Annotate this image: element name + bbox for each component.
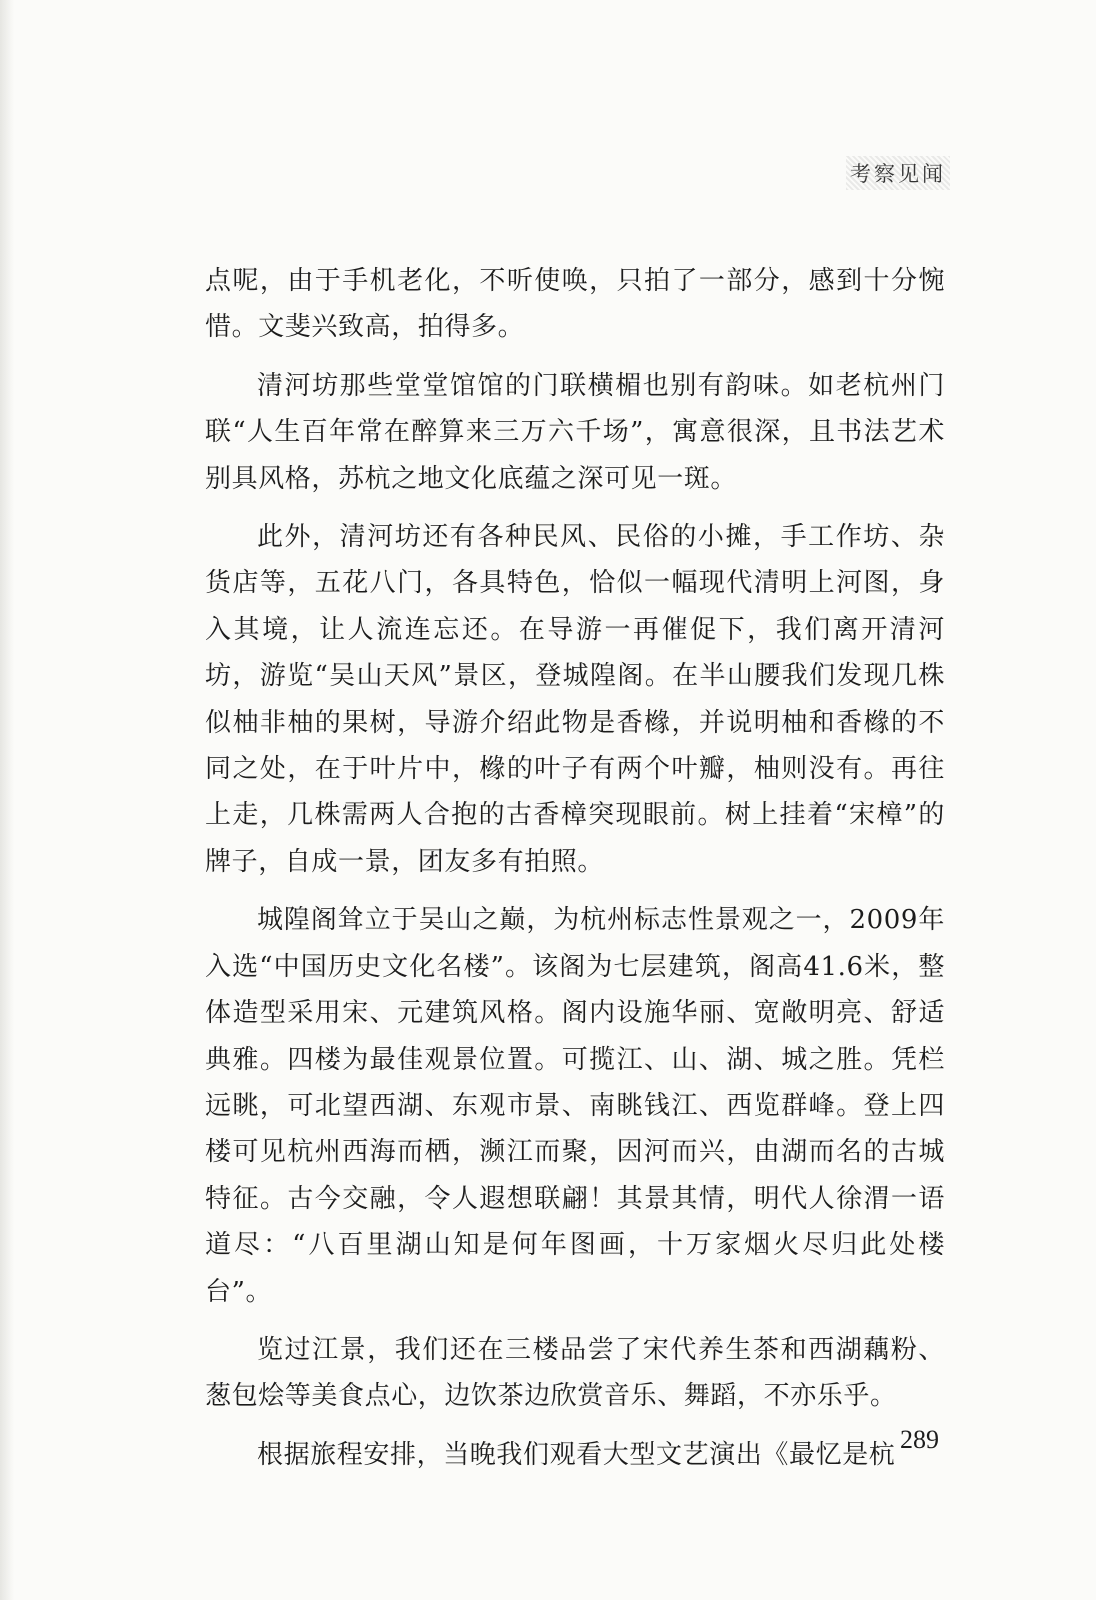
paragraph: 此外，清河坊还有各种民风、民俗的小摊，手工作坊、杂货店等，五花八门，各具特色，恰似一幅现代清明上河图，身入其境，让人流连忘还。在导游一再催促下，我们离开清河坊，游览“吴山天风”景区，登城隍阁。在半山腰我们发现几株似柚非柚的果树，导游介绍此物是香橼，并说明柚和香橼的不同之处，在于叶片中，橼的叶子有两个叶瓣，柚则没有。再往上走，几株需两人合抱的古香樟突现眼前。树上挂着“宋樟”的牌子，自成一景，团友多有拍照。 xyxy=(205,522,945,877)
paragraph-continued: 点呢，由于手机老化，不听使唤，只拍了一部分，感到十分惋惜。文斐兴致高，拍得多。 xyxy=(205,266,945,343)
paragraph: 览过江景，我们还在三楼品尝了宋代养生茶和西湖藕粉、葱包烩等美食点心，边饮茶边欣赏音乐、舞蹈，不亦乐乎。 xyxy=(205,1334,945,1412)
paragraph: 清河坊那些堂堂馆馆的门联横楣也别有韵味。如老杭州门联“人生百年常在醉算来三万六千场”，寓意很深，且书法艺术别具风格，苏杭之地文化底蕴之深可见一斑。 xyxy=(205,370,945,494)
paragraph: 根据旅程安排，当晚我们观看大型文艺演出《最忆是杭 xyxy=(257,1439,896,1470)
paragraph: 城隍阁耸立于吴山之巅，为杭州标志性景观之一，2009年入选“中国历史文化名楼”。该阁为七层建筑，阁高41.6米，整体造型采用宋、元建筑风格。阁内设施华丽、宽敞明亮、舒适典雅。四楼为最佳观景位置。可揽江、山、湖、城之胜。凭栏远眺，可北望西湖、东观市景、南眺钱江、西览群峰。登上四楼可见杭州西海而栖，濒江而聚，因河而兴，由湖而名的古城特征。古今交融，令人遐想联翩！其景其情，明代人徐渭一语道尽：“八百里湖山知是何年图画，十万家烟火尽归此处楼台”。 xyxy=(205,905,945,1307)
running-header: 考察见闻 xyxy=(846,156,950,190)
page-number: 289 xyxy=(900,1425,939,1454)
scan-shadow-edge xyxy=(0,0,14,1600)
body-text xyxy=(205,258,945,1490)
